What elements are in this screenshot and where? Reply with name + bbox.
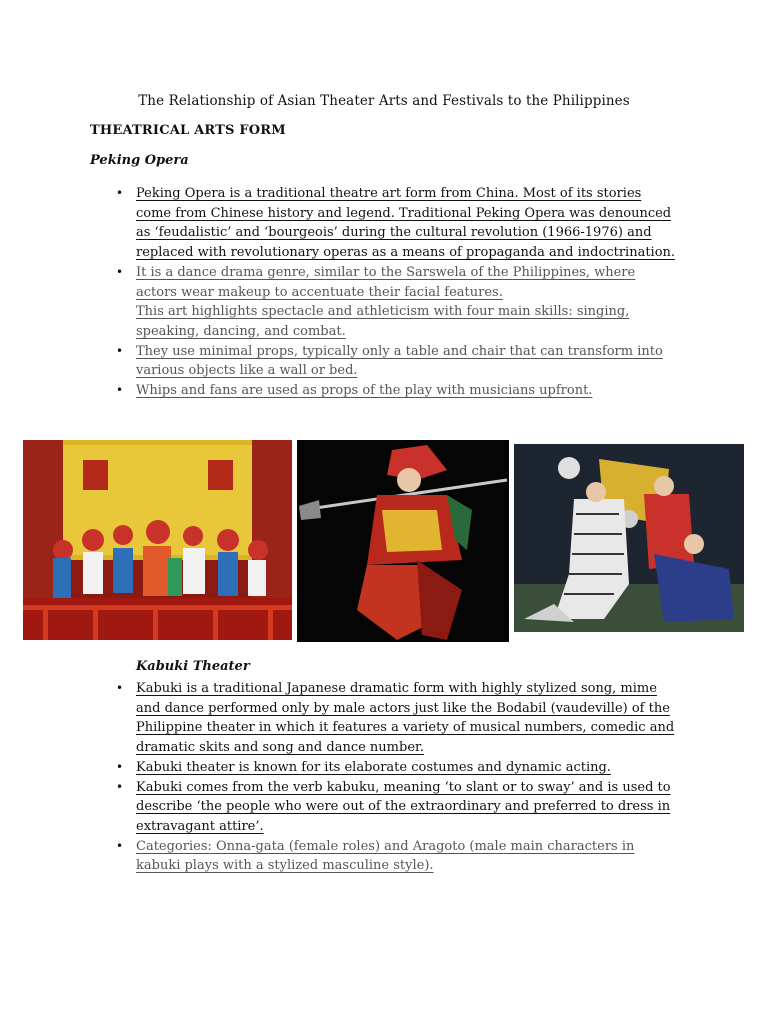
list-item: • Kabuki is a traditional Japanese dramatic form with highly stylized song, mime and dance performed only by male actors just like the Bodabil (vaudeville) of the Philippine theater in which it features a variety of musical numbers, comedic and dramatic skits and song and dance number. xyxy=(116,679,676,758)
kabuki-theater-bullets xyxy=(116,679,676,876)
list-item: • Kabuki comes from the verb kabuku, meaning ‘to slant or to sway’ and is used to describe ‘the people who were out of the extraordinary and preferred to dress in extravagant attire’. xyxy=(116,778,676,837)
section-heading: THEATRICAL ARTS FORM xyxy=(90,123,286,138)
peking-opera-ensemble-photo xyxy=(23,440,292,640)
list-item: • Peking Opera is a traditional theatre art form from China. Most of its stories come from Chinese history and legend. Traditional Peking Opera was denounced as ‘feudalistic’ and ‘bourgeois’ during the cultural revolution (1966-1976) and replaced with revolutionary operas as a means of propaganda and indoctrination. xyxy=(116,184,676,263)
peking-opera-heading: Peking Opera xyxy=(90,153,189,168)
peking-opera-warrior-photo xyxy=(297,440,509,642)
kabuki-theater-heading: Kabuki Theater xyxy=(136,659,250,674)
peking-opera-bullets xyxy=(116,184,676,401)
list-item: • It is a dance drama genre, similar to the Sarswela of the Philippines, where actors wear makeup to accentuate their facial features. This art highlights spectacle and athleticism with four main skills: singing, speaking, dancing, and combat. xyxy=(116,263,676,342)
list-item: • They use minimal props, typically only a table and chair that can transform into various objects like a wall or bed. xyxy=(116,342,676,381)
list-item: • Whips and fans are used as props of the play with musicians upfront. xyxy=(116,381,676,401)
list-item: • Kabuki theater is known for its elaborate costumes and dynamic acting. xyxy=(116,758,676,778)
list-item: • Categories: Onna-gata (female roles) and Aragoto (male main characters in kabuki plays with a stylized masculine style). xyxy=(116,837,676,876)
peking-opera-fan-scene-photo xyxy=(514,444,744,632)
document-title: The Relationship of Asian Theater Arts and Festivals to the Philippines xyxy=(138,93,630,109)
